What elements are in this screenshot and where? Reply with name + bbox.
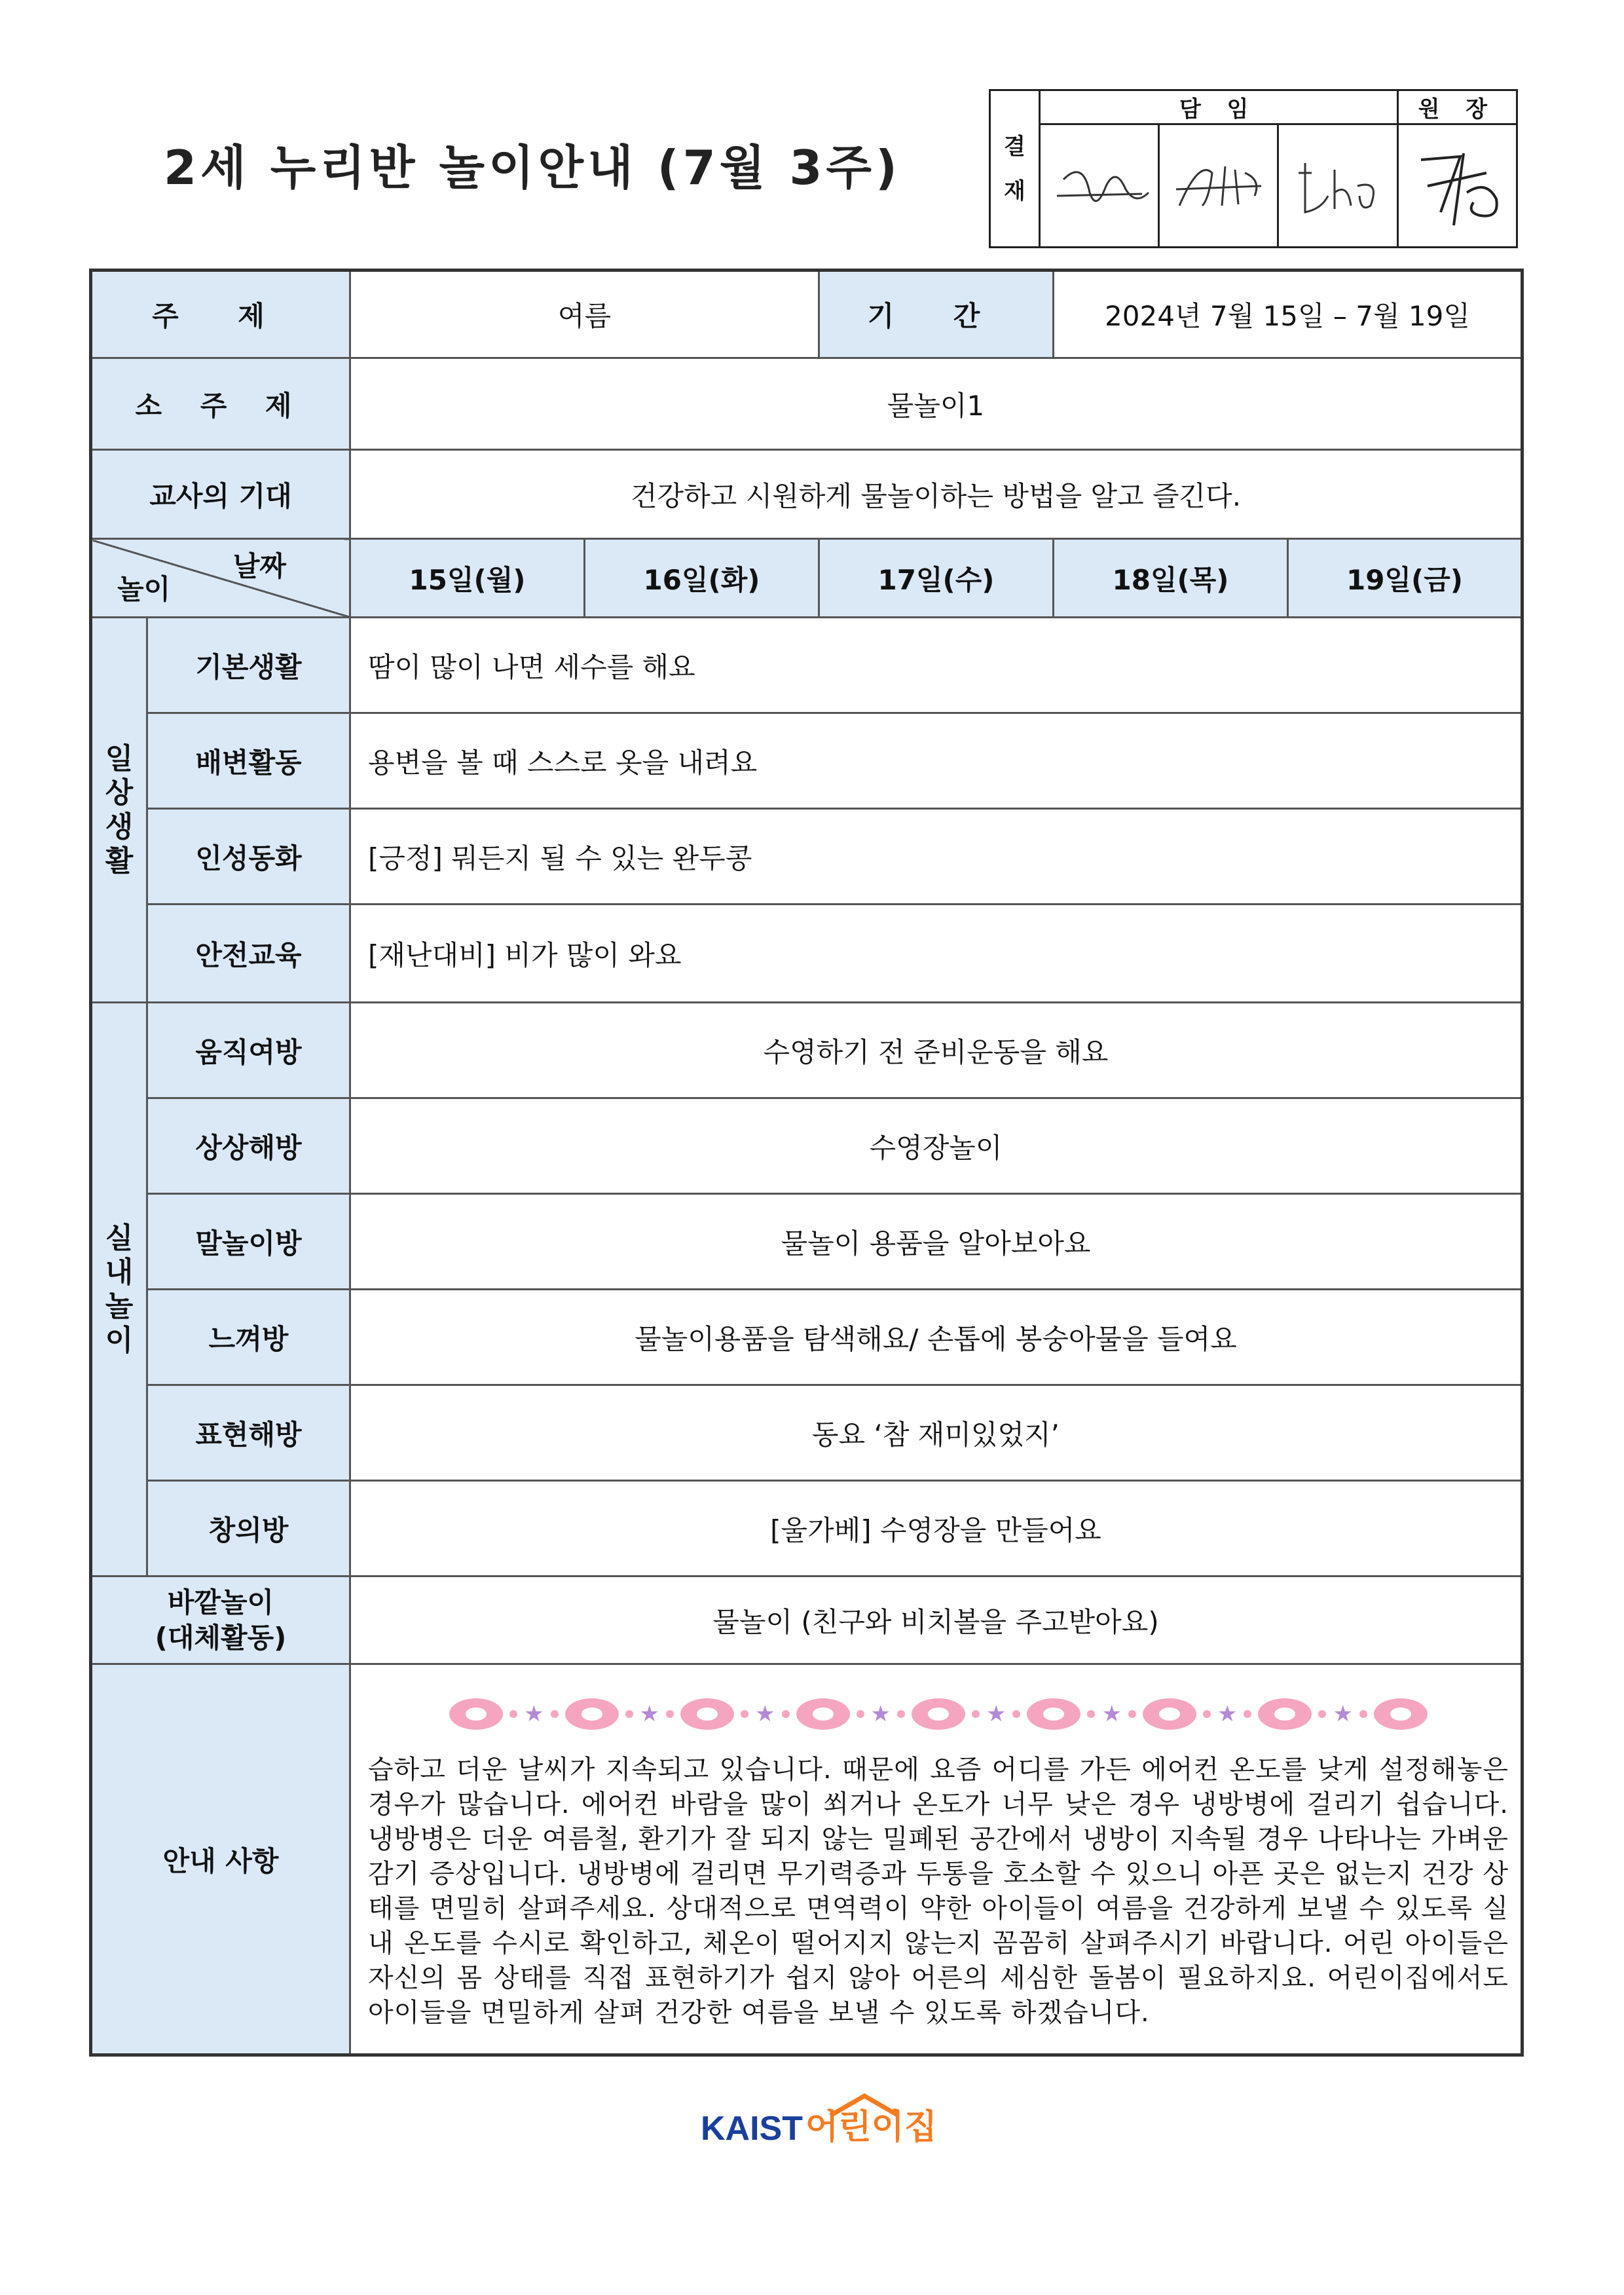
- dot-icon: [1012, 1710, 1020, 1718]
- indoor-row-value: 물놀이 용품을 알아보아요: [350, 1194, 1522, 1290]
- swim-ring-icon: [1374, 1698, 1428, 1730]
- signature-director: [1397, 124, 1517, 248]
- star-icon: ★: [1217, 1701, 1238, 1727]
- expectation-value: 건강하고 시원하게 물놀이하는 방법을 알고 즐긴다.: [350, 450, 1522, 539]
- day-header: 15일(월): [350, 539, 585, 618]
- logo-name: 어린이집: [805, 2108, 937, 2147]
- plan-table: [89, 269, 1524, 2057]
- signature-teacher-3: [1278, 124, 1397, 248]
- daily-row-value: [재난대비] 비가 많이 와요: [350, 905, 1522, 1003]
- day-header: 17일(수): [819, 539, 1054, 618]
- topic-value: 여름: [350, 271, 819, 358]
- indoor-row-label: 움직여방: [147, 1003, 350, 1098]
- indoor-row-value: 물놀이용품을 탐색해요/ 손톱에 봉숭아물을 들여요: [350, 1290, 1522, 1385]
- dot-icon: [1203, 1710, 1211, 1718]
- topic-label: 주 제: [91, 271, 350, 358]
- dot-icon: [551, 1710, 559, 1718]
- indoor-row-value: 수영하기 전 준비운동을 해요: [350, 1003, 1522, 1098]
- star-icon: ★: [986, 1701, 1006, 1727]
- day-header: 18일(목): [1054, 539, 1288, 618]
- signature-teacher-2: [1159, 124, 1278, 248]
- notice-cell: [350, 1664, 1522, 2055]
- indoor-row-value: 동요 ‘참 재미있었지’: [350, 1385, 1522, 1481]
- daily-row-label: 배변활동: [147, 713, 350, 809]
- star-icon: ★: [1101, 1701, 1122, 1727]
- indoor-row-label: 말놀이방: [147, 1194, 350, 1290]
- dot-icon: [1359, 1710, 1367, 1718]
- logo-brand: KAIST: [701, 2110, 803, 2148]
- indoor-row-value: [울가베] 수영장을 만들어요: [350, 1481, 1522, 1577]
- dot-icon: [1128, 1710, 1136, 1718]
- period-value: 2024년 7월 15일 – 7월 19일: [1054, 271, 1522, 358]
- daily-row-value: 땀이 많이 나면 세수를 해요: [350, 618, 1522, 713]
- day-header: 19일(금): [1288, 539, 1522, 618]
- dot-icon: [897, 1710, 905, 1718]
- swim-ring-icon: [680, 1698, 734, 1730]
- swim-ring-icon: [1258, 1698, 1312, 1730]
- day-header: 16일(화): [585, 539, 819, 618]
- swim-ring-icon: [1027, 1698, 1080, 1730]
- page-title: 2세 누리반 놀이안내 (7월 3주): [164, 140, 901, 195]
- swim-ring-icon: [912, 1698, 965, 1730]
- dot-icon: [741, 1710, 748, 1718]
- swim-ring-icon: [796, 1698, 850, 1730]
- notice-text: 습하고 더운 날씨가 지속되고 있습니다. 때문에 요즘 어디를 가든 에어컨 온도를 낮게 설정해놓은 경우가 많습니다. 에어컨 바람을 많이 쐬거나 온도가 너무 낮은 경우 냉방병에 걸리기 쉽습니다. 냉방병은 더운 여름철, 환기가 잘 되지 않는 밀폐된 공간에서 냉방이 지속될 경우 나타나는 가벼운 감기 증상입니다. 냉방병에 걸리면 무기력증과 두통을 호소할 수 있으니 아픈 곳은 없는지 건강 상태를 면밀히 살펴주세요. 상대적으로 면역력이 약한 아이들이 여름을 건강하게 보낼 수 있도록 실내 온도를 수시로 확인하고, 체온이 떨어지지 않는지 꼼꼼히 살펴주시기 바랍니다. 어린 아이들은 자신의 몸 상태를 직접 표현하기가 쉽지 않아 어른의 세심한 돌봄이 필요하지요. 어린이집에서도 아이들을 면밀하게 살펴 건강한 여름을 보낼 수 있도록 하겠습니다.: [368, 1755, 1509, 2028]
- daily-row-label: 기본생활: [147, 618, 350, 713]
- outdoor-value: 물놀이 (친구와 비치볼을 주고받아요): [350, 1577, 1522, 1664]
- daily-row-value: 용변을 볼 때 스스로 옷을 내려요: [350, 713, 1522, 809]
- house-roof-icon: [825, 2093, 904, 2117]
- dot-icon: [857, 1710, 864, 1718]
- dot-icon: [782, 1710, 790, 1718]
- indoor-row-label: 느껴방: [147, 1290, 350, 1385]
- subtopic-value: 물놀이1: [350, 358, 1522, 450]
- flamingo-float-decoration: [368, 1691, 1509, 1737]
- indoor-row-value: 수영장놀이: [350, 1098, 1522, 1194]
- dot-icon: [1318, 1710, 1326, 1718]
- dot-icon: [666, 1710, 674, 1718]
- dot-icon: [509, 1710, 517, 1718]
- expectation-label: 교사의 기대: [91, 450, 350, 539]
- approval-box: [989, 89, 1518, 248]
- date-play-header: [91, 539, 350, 618]
- indoor-play-group-label: 실 내 놀 이: [91, 1003, 147, 1577]
- period-label: 기 간: [819, 271, 1054, 358]
- dot-icon: [972, 1710, 980, 1718]
- swim-ring-icon: [1143, 1698, 1196, 1730]
- star-icon: ★: [1333, 1701, 1353, 1727]
- kaist-daycare-logo: [701, 2096, 937, 2148]
- outdoor-label: 바깥놀이 (대체활동): [91, 1577, 350, 1664]
- indoor-row-label: 표현해방: [147, 1385, 350, 1481]
- star-icon: ★: [524, 1701, 544, 1727]
- daily-row-label: 인성동화: [147, 809, 350, 905]
- star-icon: ★: [639, 1701, 660, 1727]
- daily-life-group-label: 일 상 생 활: [91, 618, 147, 1003]
- notice-label: 안내 사항: [91, 1664, 350, 2055]
- star-icon: ★: [755, 1701, 775, 1727]
- daily-row-label: 안전교육: [147, 905, 350, 1003]
- swim-ring-icon: [565, 1698, 619, 1730]
- indoor-row-label: 상상해방: [147, 1098, 350, 1194]
- approval-teacher-header: 담 임: [1039, 90, 1397, 124]
- dot-icon: [1244, 1710, 1251, 1718]
- star-icon: ★: [870, 1701, 891, 1727]
- play-label: 놀이: [117, 573, 171, 605]
- daily-row-value: [긍정] 뭐든지 될 수 있는 완두콩: [350, 809, 1522, 905]
- signature-teacher-1: [1039, 124, 1158, 248]
- swim-ring-icon: [449, 1698, 503, 1730]
- date-label: 날짜: [232, 550, 286, 582]
- dot-icon: [625, 1710, 633, 1718]
- dot-icon: [1087, 1710, 1095, 1718]
- indoor-row-label: 창의방: [147, 1481, 350, 1577]
- subtopic-label: 소 주 제: [91, 358, 350, 450]
- approval-director-header: 원 장: [1397, 90, 1517, 124]
- approval-side-label: 결 재: [990, 90, 1040, 248]
